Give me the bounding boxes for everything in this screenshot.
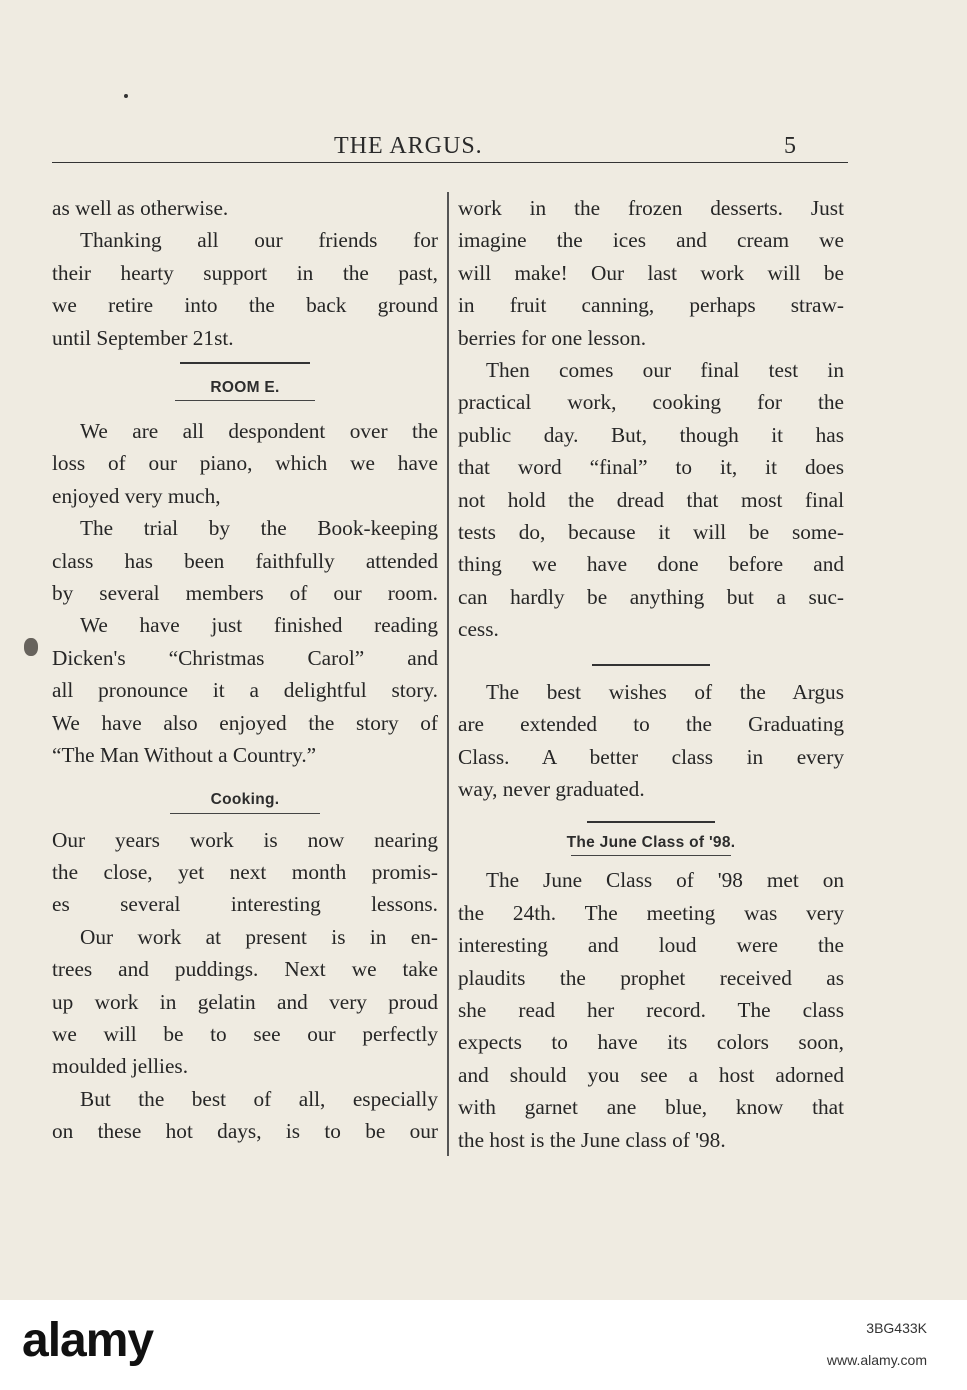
- text-line: Thanking all our friends for: [80, 228, 438, 253]
- paragraph-years-work: [52, 824, 438, 921]
- right-column: [458, 192, 844, 1156]
- paragraph-best-of-all: [52, 1083, 438, 1148]
- text-line: es several interesting lessons.: [52, 892, 438, 917]
- text-line: up work in gelatin and very proud: [52, 989, 438, 1014]
- column-divider: [447, 192, 449, 1156]
- text-line: until September 21st.: [52, 325, 234, 350]
- text-line: expects to have its colors soon,: [458, 1030, 844, 1055]
- text-line: we retire into the back ground: [52, 293, 438, 318]
- text-line: “The Man Without a Country.”: [52, 743, 317, 768]
- text-line: class has been faithfully attended: [52, 548, 438, 573]
- text-line: work in the frozen desserts. Just: [458, 196, 844, 220]
- text-line: not hold the dread that most final: [458, 487, 844, 512]
- text-line: Our work at present is in en-: [80, 924, 438, 949]
- paragraph-closing-remark: [52, 192, 438, 224]
- text-line: The trial by the Book-keeping: [80, 516, 438, 541]
- section-rule: [180, 362, 310, 364]
- text-line: their hearty support in the past,: [52, 260, 438, 285]
- text-line: tests do, because it will be some-: [458, 520, 844, 545]
- text-line: berries for one lesson.: [458, 325, 647, 350]
- paragraph-piano: [52, 415, 438, 512]
- text-line: and should you see a host adorned: [458, 1062, 844, 1087]
- text-line: Dicken's “Christmas Carol” and: [52, 645, 438, 670]
- text-line: the close, yet next month promis-: [52, 859, 438, 884]
- text-line: that word “final” to it, it does: [458, 455, 844, 480]
- paragraph-thanks: [52, 224, 438, 354]
- page-number: 5: [784, 133, 796, 159]
- section-rule: [592, 664, 710, 666]
- text-line: cess.: [458, 617, 499, 642]
- text-line: We are all despondent over the: [80, 419, 438, 444]
- text-line: loss of our piano, which we have: [52, 451, 438, 476]
- stock-image-id: 3BG433K: [866, 1320, 927, 1336]
- text-line: interesting and loud were the: [458, 933, 844, 958]
- stock-logo: alamy: [22, 1314, 154, 1367]
- text-line: are extended to the Graduating: [458, 712, 844, 737]
- text-line: we will be to see our perfectly: [52, 1021, 438, 1046]
- text-line: The best wishes of the Argus: [486, 679, 844, 704]
- section-rule: [587, 821, 715, 823]
- running-title: THE ARGUS.: [334, 133, 483, 159]
- text-line: trees and puddings. Next we take: [52, 957, 438, 982]
- text-line: plaudits the prophet received as: [458, 965, 844, 990]
- text-line: We have also enjoyed the story of: [52, 710, 438, 735]
- text-line: Our years work is now nearing: [52, 827, 438, 852]
- text-line: The June Class of '98 met on: [486, 868, 844, 893]
- text-line: with garnet ane blue, know that: [458, 1095, 844, 1120]
- paragraph-book-keeping: [52, 512, 438, 609]
- paragraph-current-work: [52, 921, 438, 1083]
- text-line: can hardly be anything but a suc-: [458, 584, 844, 609]
- heading-underline: [571, 855, 731, 856]
- paragraph-reading: [52, 609, 438, 771]
- paragraph-june-class: [458, 864, 844, 1156]
- running-header: [52, 133, 848, 163]
- text-line: by several members of our room.: [52, 581, 438, 606]
- text-line: But the best of all, especially: [80, 1086, 438, 1111]
- text-line: Class. A better class in every: [458, 744, 844, 769]
- text-line: moulded jellies.: [52, 1054, 189, 1079]
- text-line: will make! Our last work will be: [458, 260, 844, 285]
- text-line: We have just finished reading: [80, 613, 438, 638]
- paragraph-best-wishes: [458, 676, 844, 806]
- heading-underline: [170, 813, 320, 814]
- text-line: as well as otherwise.: [52, 196, 229, 220]
- text-line: enjoyed very much,: [52, 483, 221, 508]
- text-line: all pronounce it a delightful story.: [52, 678, 438, 703]
- stock-url: www.alamy.com: [826, 1352, 927, 1368]
- cooking-heading: Cooking.: [210, 790, 280, 808]
- text-line: the host is the June class of '98.: [458, 1127, 726, 1152]
- text-line: practical work, cooking for the: [458, 390, 844, 415]
- left-column: [52, 192, 438, 1148]
- text-line: Then comes our final test in: [486, 358, 844, 383]
- text-line: she read her record. The class: [458, 997, 844, 1022]
- paragraph-frozen-desserts: [458, 192, 844, 354]
- text-line: public day. But, though it has: [458, 422, 844, 447]
- text-line: way, never graduated.: [458, 776, 645, 801]
- text-line: thing we have done before and: [458, 552, 844, 577]
- ink-speck: [124, 94, 128, 98]
- room-e-heading: ROOM E.: [210, 379, 280, 397]
- text-line: the 24th. The meeting was very: [458, 900, 844, 925]
- june-class-heading: The June Class of '98.: [566, 834, 736, 852]
- text-line: in fruit canning, perhaps straw-: [458, 293, 844, 318]
- paragraph-final-test: [458, 354, 844, 646]
- text-line: on these hot days, is to be our: [52, 1119, 438, 1144]
- heading-underline: [175, 400, 315, 401]
- ink-blot: [24, 638, 38, 656]
- text-line: imagine the ices and cream we: [458, 228, 844, 253]
